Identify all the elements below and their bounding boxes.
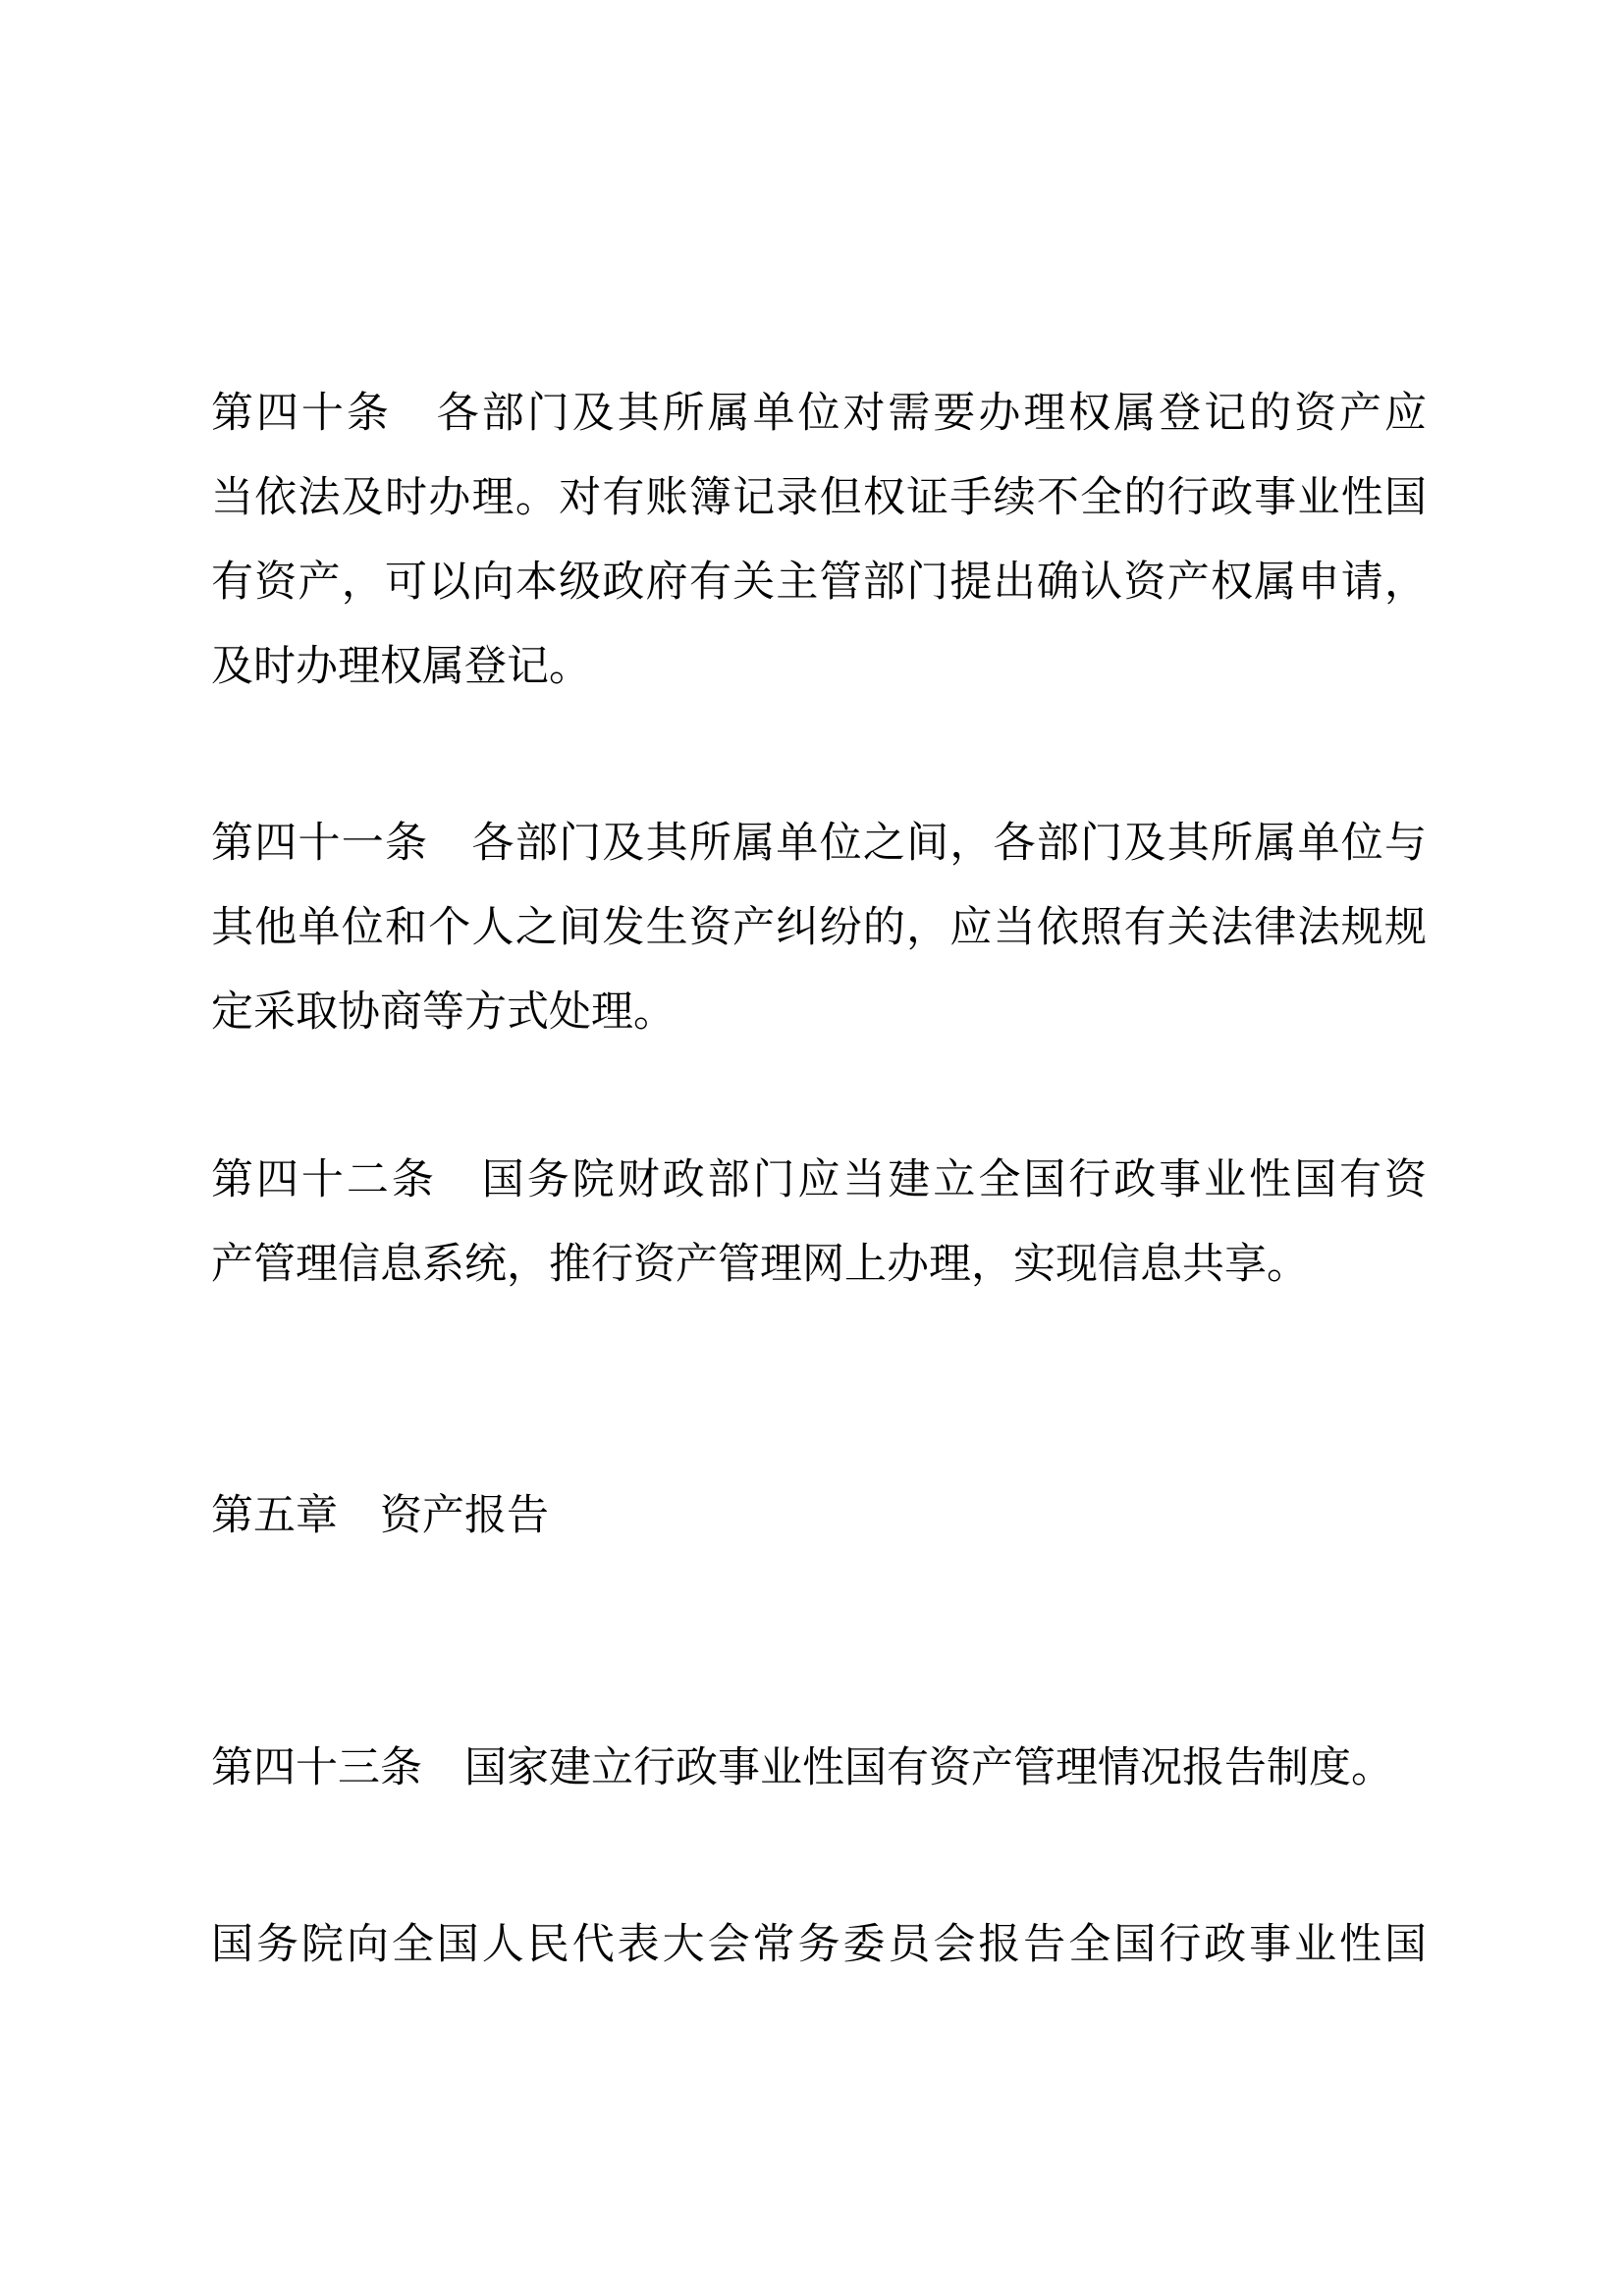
text-line: 第四十一条 各部门及其所属单位之间，各部门及其所属单位与	[211, 821, 1427, 867]
text-line: 其他单位和个人之间发生资产纠纷的，应当依照有关法律法规规	[211, 905, 1427, 951]
chapter-5-heading	[211, 1474, 1427, 1559]
paragraph-article-43-continuation	[211, 1903, 1427, 1988]
paragraph-article-41	[211, 802, 1427, 1055]
paragraph-article-40	[211, 372, 1427, 710]
text-line: 当依法及时办理。对有账簿记录但权证手续不全的行政事业性国	[211, 475, 1427, 521]
text-line: 第四十二条 国务院财政部门应当建立全国行政事业性国有资	[211, 1157, 1427, 1203]
text-line: 第四十条 各部门及其所属单位对需要办理权属登记的资产应	[211, 391, 1427, 437]
paragraph-article-43	[211, 1727, 1427, 1811]
text-line: 及时办理权属登记。	[211, 644, 591, 690]
text-line: 有资产，可以向本级政府有关主管部门提出确认资产权属申请，	[211, 560, 1427, 606]
chapter-heading-text: 第五章 资产报告	[211, 1493, 549, 1539]
text-line: 定采取协商等方式处理。	[211, 989, 676, 1036]
text-line: 国务院向全国人民代表大会常务委员会报告全国行政事业性国	[211, 1922, 1427, 1968]
paragraph-article-42	[211, 1139, 1427, 1308]
text-line: 第四十三条 国家建立行政事业性国有资产管理情况报告制度。	[211, 1745, 1393, 1791]
text-line: 产管理信息系统，推行资产管理网上办理，实现信息共享。	[211, 1242, 1309, 1288]
